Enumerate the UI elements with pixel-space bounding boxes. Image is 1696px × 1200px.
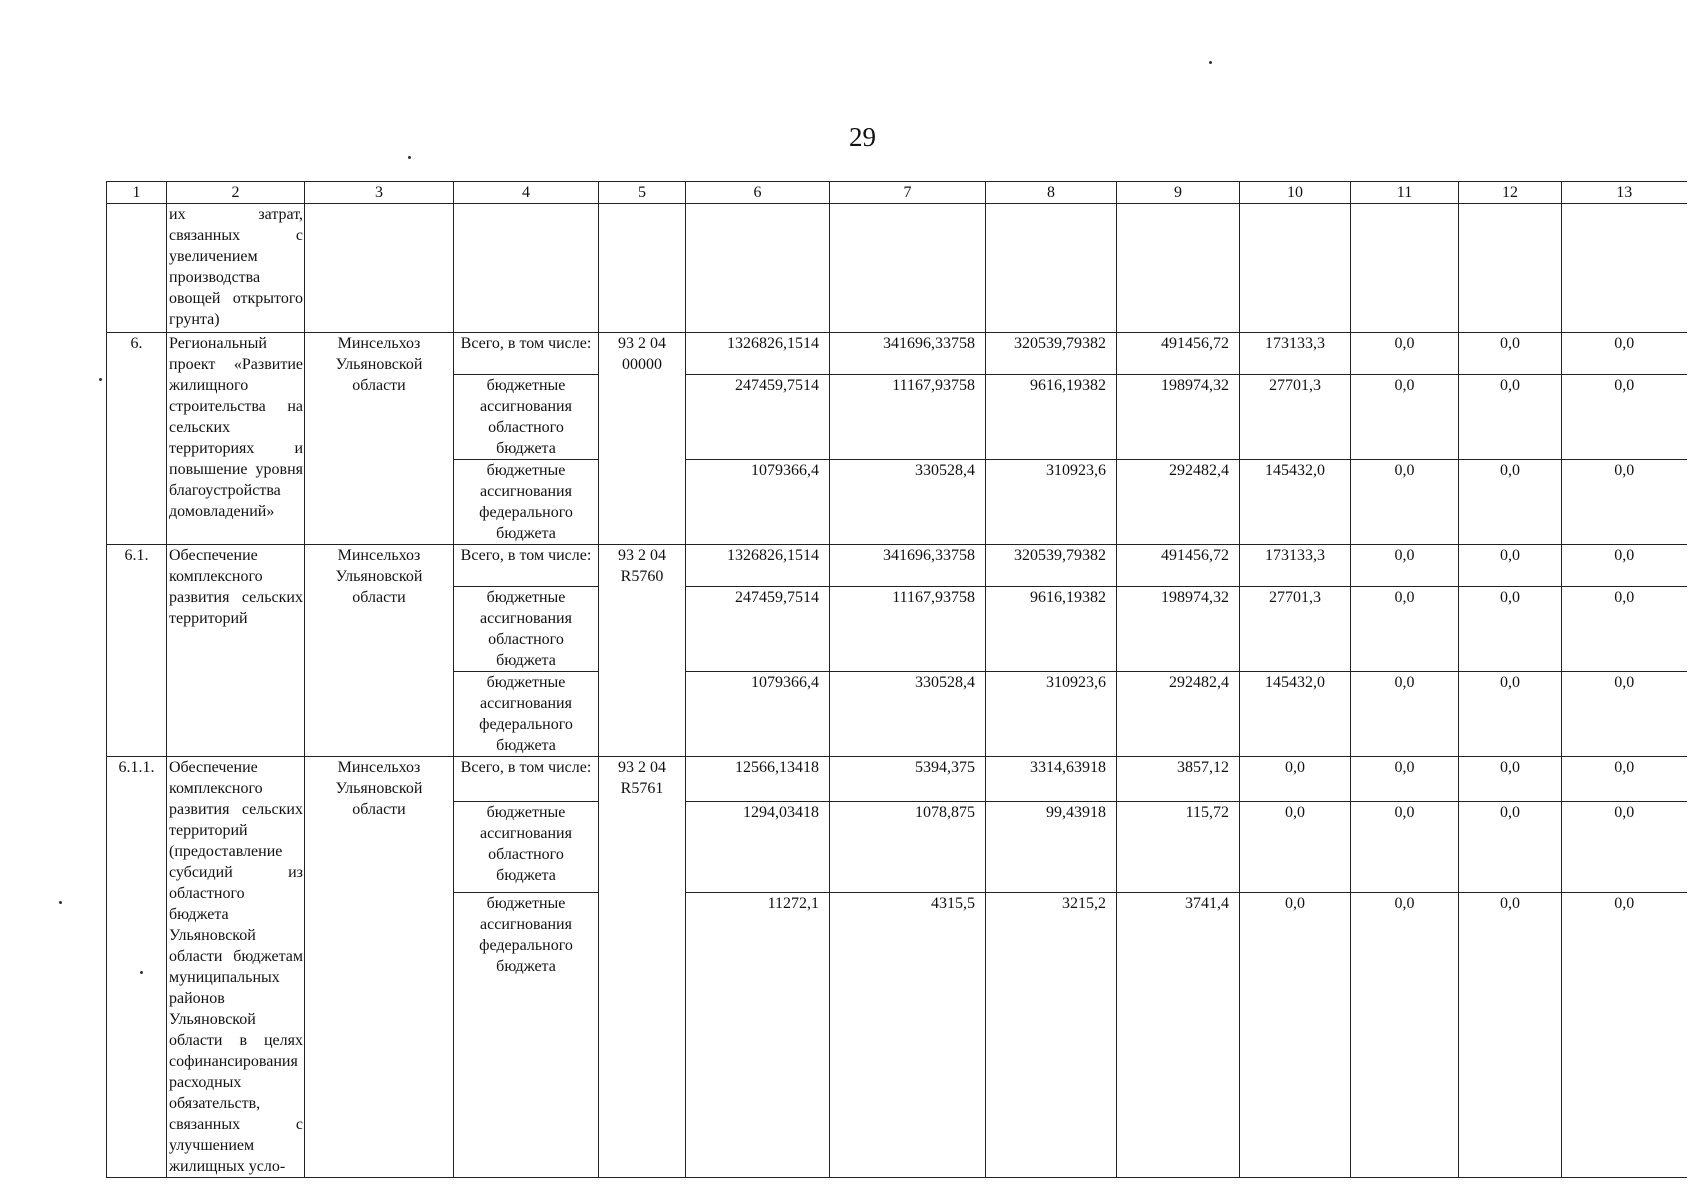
amount-cell: 0,0: [1459, 587, 1562, 672]
amount-cell: 0,0: [1562, 460, 1687, 545]
amount-cell: 330528,4: [830, 672, 986, 757]
amount-cell: 198974,32: [1117, 587, 1240, 672]
header-cell: 5: [599, 182, 686, 204]
amount-cell: 0,0: [1459, 460, 1562, 545]
amount-cell: 0,0: [1562, 802, 1687, 893]
amount-cell: 0,0: [1562, 587, 1687, 672]
amount-cell: 247459,7514: [686, 375, 830, 460]
amount-cell: 145432,0: [1240, 672, 1351, 757]
amount-cell: 1326826,1514: [686, 333, 830, 375]
amount-cell: 1078,875: [830, 802, 986, 893]
budget-code: 93 2 04 00000: [599, 333, 686, 545]
empty-cell: [454, 204, 599, 333]
header-cell: 12: [1459, 182, 1562, 204]
amount-cell: 1079366,4: [686, 460, 830, 545]
amount-cell: 0,0: [1351, 545, 1459, 587]
row-number: 6.1.: [107, 545, 167, 757]
header-cell: 3: [305, 182, 454, 204]
amount-cell: 0,0: [1459, 545, 1562, 587]
empty-cell: [1562, 204, 1687, 333]
amount-cell: 173133,3: [1240, 545, 1351, 587]
amount-cell: 491456,72: [1117, 333, 1240, 375]
header-row: [107, 182, 1687, 204]
amount-cell: 0,0: [1459, 375, 1562, 460]
amount-cell: 27701,3: [1240, 587, 1351, 672]
amount-cell: 0,0: [1351, 375, 1459, 460]
funding-source: бюджетные ассигнования федерального бюджета: [454, 672, 599, 757]
amount-cell: 3314,63918: [986, 757, 1117, 802]
scan-speck: [1209, 61, 1212, 64]
amount-cell: 11167,93758: [830, 375, 986, 460]
amount-cell: 12566,13418: [686, 757, 830, 802]
funding-source: бюджетные ассигнования областного бюджета: [454, 802, 599, 893]
amount-cell: 3857,12: [1117, 757, 1240, 802]
row-number: 6.: [107, 333, 167, 545]
amount-cell: 0,0: [1240, 893, 1351, 1178]
budget-code: 93 2 04 R5761: [599, 757, 686, 1178]
budget-code: 93 2 04 R5760: [599, 545, 686, 757]
amount-cell: 0,0: [1459, 333, 1562, 375]
empty-cell: [107, 204, 167, 333]
amount-cell: 0,0: [1240, 757, 1351, 802]
amount-cell: 0,0: [1351, 672, 1459, 757]
amount-cell: 310923,6: [986, 672, 1117, 757]
page-number: 29: [849, 122, 876, 152]
amount-cell: 330528,4: [830, 460, 986, 545]
header-cell: 8: [986, 182, 1117, 204]
empty-cell: [1351, 204, 1459, 333]
amount-cell: 0,0: [1562, 757, 1687, 802]
scan-speck: [99, 378, 102, 381]
amount-cell: 99,43918: [986, 802, 1117, 893]
funding-source: Всего, в том числе:: [454, 545, 599, 587]
amount-cell: 292482,4: [1117, 672, 1240, 757]
amount-cell: 0,0: [1459, 802, 1562, 893]
amount-cell: 9616,19382: [986, 587, 1117, 672]
amount-cell: 0,0: [1351, 757, 1459, 802]
funding-source: бюджетные ассигнования областного бюджета: [454, 587, 599, 672]
event-name: Обеспечение комплексного развития сельских территорий (предоставление субсидий из областного бюджета Ульяновской области бюджетам муниципальных районов Ульяновской области в целях софинансирования расходных обязательств, связанных с улучшением жилищных усло-: [167, 757, 305, 1178]
event-name: Обеспечение комплексного развития сельских территорий: [167, 545, 305, 757]
table-row: [107, 757, 1687, 802]
empty-cell: [1240, 204, 1351, 333]
header-cell: 6: [686, 182, 830, 204]
amount-cell: 1294,03418: [686, 802, 830, 893]
amount-cell: 27701,3: [1240, 375, 1351, 460]
header-cell: 13: [1562, 182, 1687, 204]
funding-source: бюджетные ассигнования федерального бюджета: [454, 893, 599, 1178]
amount-cell: 0,0: [1351, 802, 1459, 893]
amount-cell: 145432,0: [1240, 460, 1351, 545]
header-cell: 4: [454, 182, 599, 204]
amount-cell: 0,0: [1459, 893, 1562, 1178]
empty-cell: [686, 204, 830, 333]
scan-speck: [59, 901, 62, 904]
header-cell: 11: [1351, 182, 1459, 204]
responsible-agency: Минсельхоз Ульяновской области: [305, 333, 454, 545]
amount-cell: 5394,375: [830, 757, 986, 802]
amount-cell: 0,0: [1562, 545, 1687, 587]
row-number: 6.1.1.: [107, 757, 167, 1178]
amount-cell: 0,0: [1562, 375, 1687, 460]
amount-cell: 0,0: [1351, 333, 1459, 375]
amount-cell: 0,0: [1351, 893, 1459, 1178]
amount-cell: 0,0: [1562, 893, 1687, 1178]
responsible-agency: Минсельхоз Ульяновской области: [305, 757, 454, 1178]
amount-cell: 3741,4: [1117, 893, 1240, 1178]
amount-cell: 0,0: [1240, 802, 1351, 893]
funding-source: бюджетные ассигнования областного бюджета: [454, 375, 599, 460]
amount-cell: 1079366,4: [686, 672, 830, 757]
amount-cell: 320539,79382: [986, 333, 1117, 375]
amount-cell: 173133,3: [1240, 333, 1351, 375]
amount-cell: 247459,7514: [686, 587, 830, 672]
continuation-text: их затрат, связанных с увеличением производства овощей открытого грунта): [167, 204, 305, 333]
empty-cell: [305, 204, 454, 333]
funding-source: Всего, в том числе:: [454, 333, 599, 375]
scan-speck: [408, 156, 411, 159]
event-name: Региональный проект «Развитие жилищного строительства на сельских территориях и повышение уровня благоустройства домовладений»: [167, 333, 305, 545]
scan-speck: [140, 971, 143, 974]
header-cell: 10: [1240, 182, 1351, 204]
amount-cell: 0,0: [1562, 672, 1687, 757]
table-row: [107, 333, 1687, 375]
header-cell: 7: [830, 182, 986, 204]
amount-cell: 9616,19382: [986, 375, 1117, 460]
header-cell: 2: [167, 182, 305, 204]
header-cell: 9: [1117, 182, 1240, 204]
amount-cell: 491456,72: [1117, 545, 1240, 587]
amount-cell: 0,0: [1351, 460, 1459, 545]
amount-cell: 320539,79382: [986, 545, 1117, 587]
amount-cell: 3215,2: [986, 893, 1117, 1178]
amount-cell: 0,0: [1459, 672, 1562, 757]
amount-cell: 4315,5: [830, 893, 986, 1178]
responsible-agency: Минсельхоз Ульяновской области: [305, 545, 454, 757]
empty-cell: [599, 204, 686, 333]
amount-cell: 0,0: [1562, 333, 1687, 375]
funding-source: Всего, в том числе:: [454, 757, 599, 802]
amount-cell: 11272,1: [686, 893, 830, 1178]
funding-source: бюджетные ассигнования федерального бюджета: [454, 460, 599, 545]
amount-cell: 198974,32: [1117, 375, 1240, 460]
amount-cell: 341696,33758: [830, 545, 986, 587]
amount-cell: 0,0: [1459, 757, 1562, 802]
empty-cell: [830, 204, 986, 333]
amount-cell: 115,72: [1117, 802, 1240, 893]
amount-cell: 292482,4: [1117, 460, 1240, 545]
amount-cell: 310923,6: [986, 460, 1117, 545]
empty-cell: [1459, 204, 1562, 333]
header-cell: 1: [107, 182, 167, 204]
amount-cell: 1326826,1514: [686, 545, 830, 587]
continuation-row: [107, 204, 1687, 333]
amount-cell: 0,0: [1351, 587, 1459, 672]
table-row: [107, 545, 1687, 587]
empty-cell: [986, 204, 1117, 333]
empty-cell: [1117, 204, 1240, 333]
amount-cell: 11167,93758: [830, 587, 986, 672]
amount-cell: 341696,33758: [830, 333, 986, 375]
budget-table: [106, 181, 1687, 1178]
